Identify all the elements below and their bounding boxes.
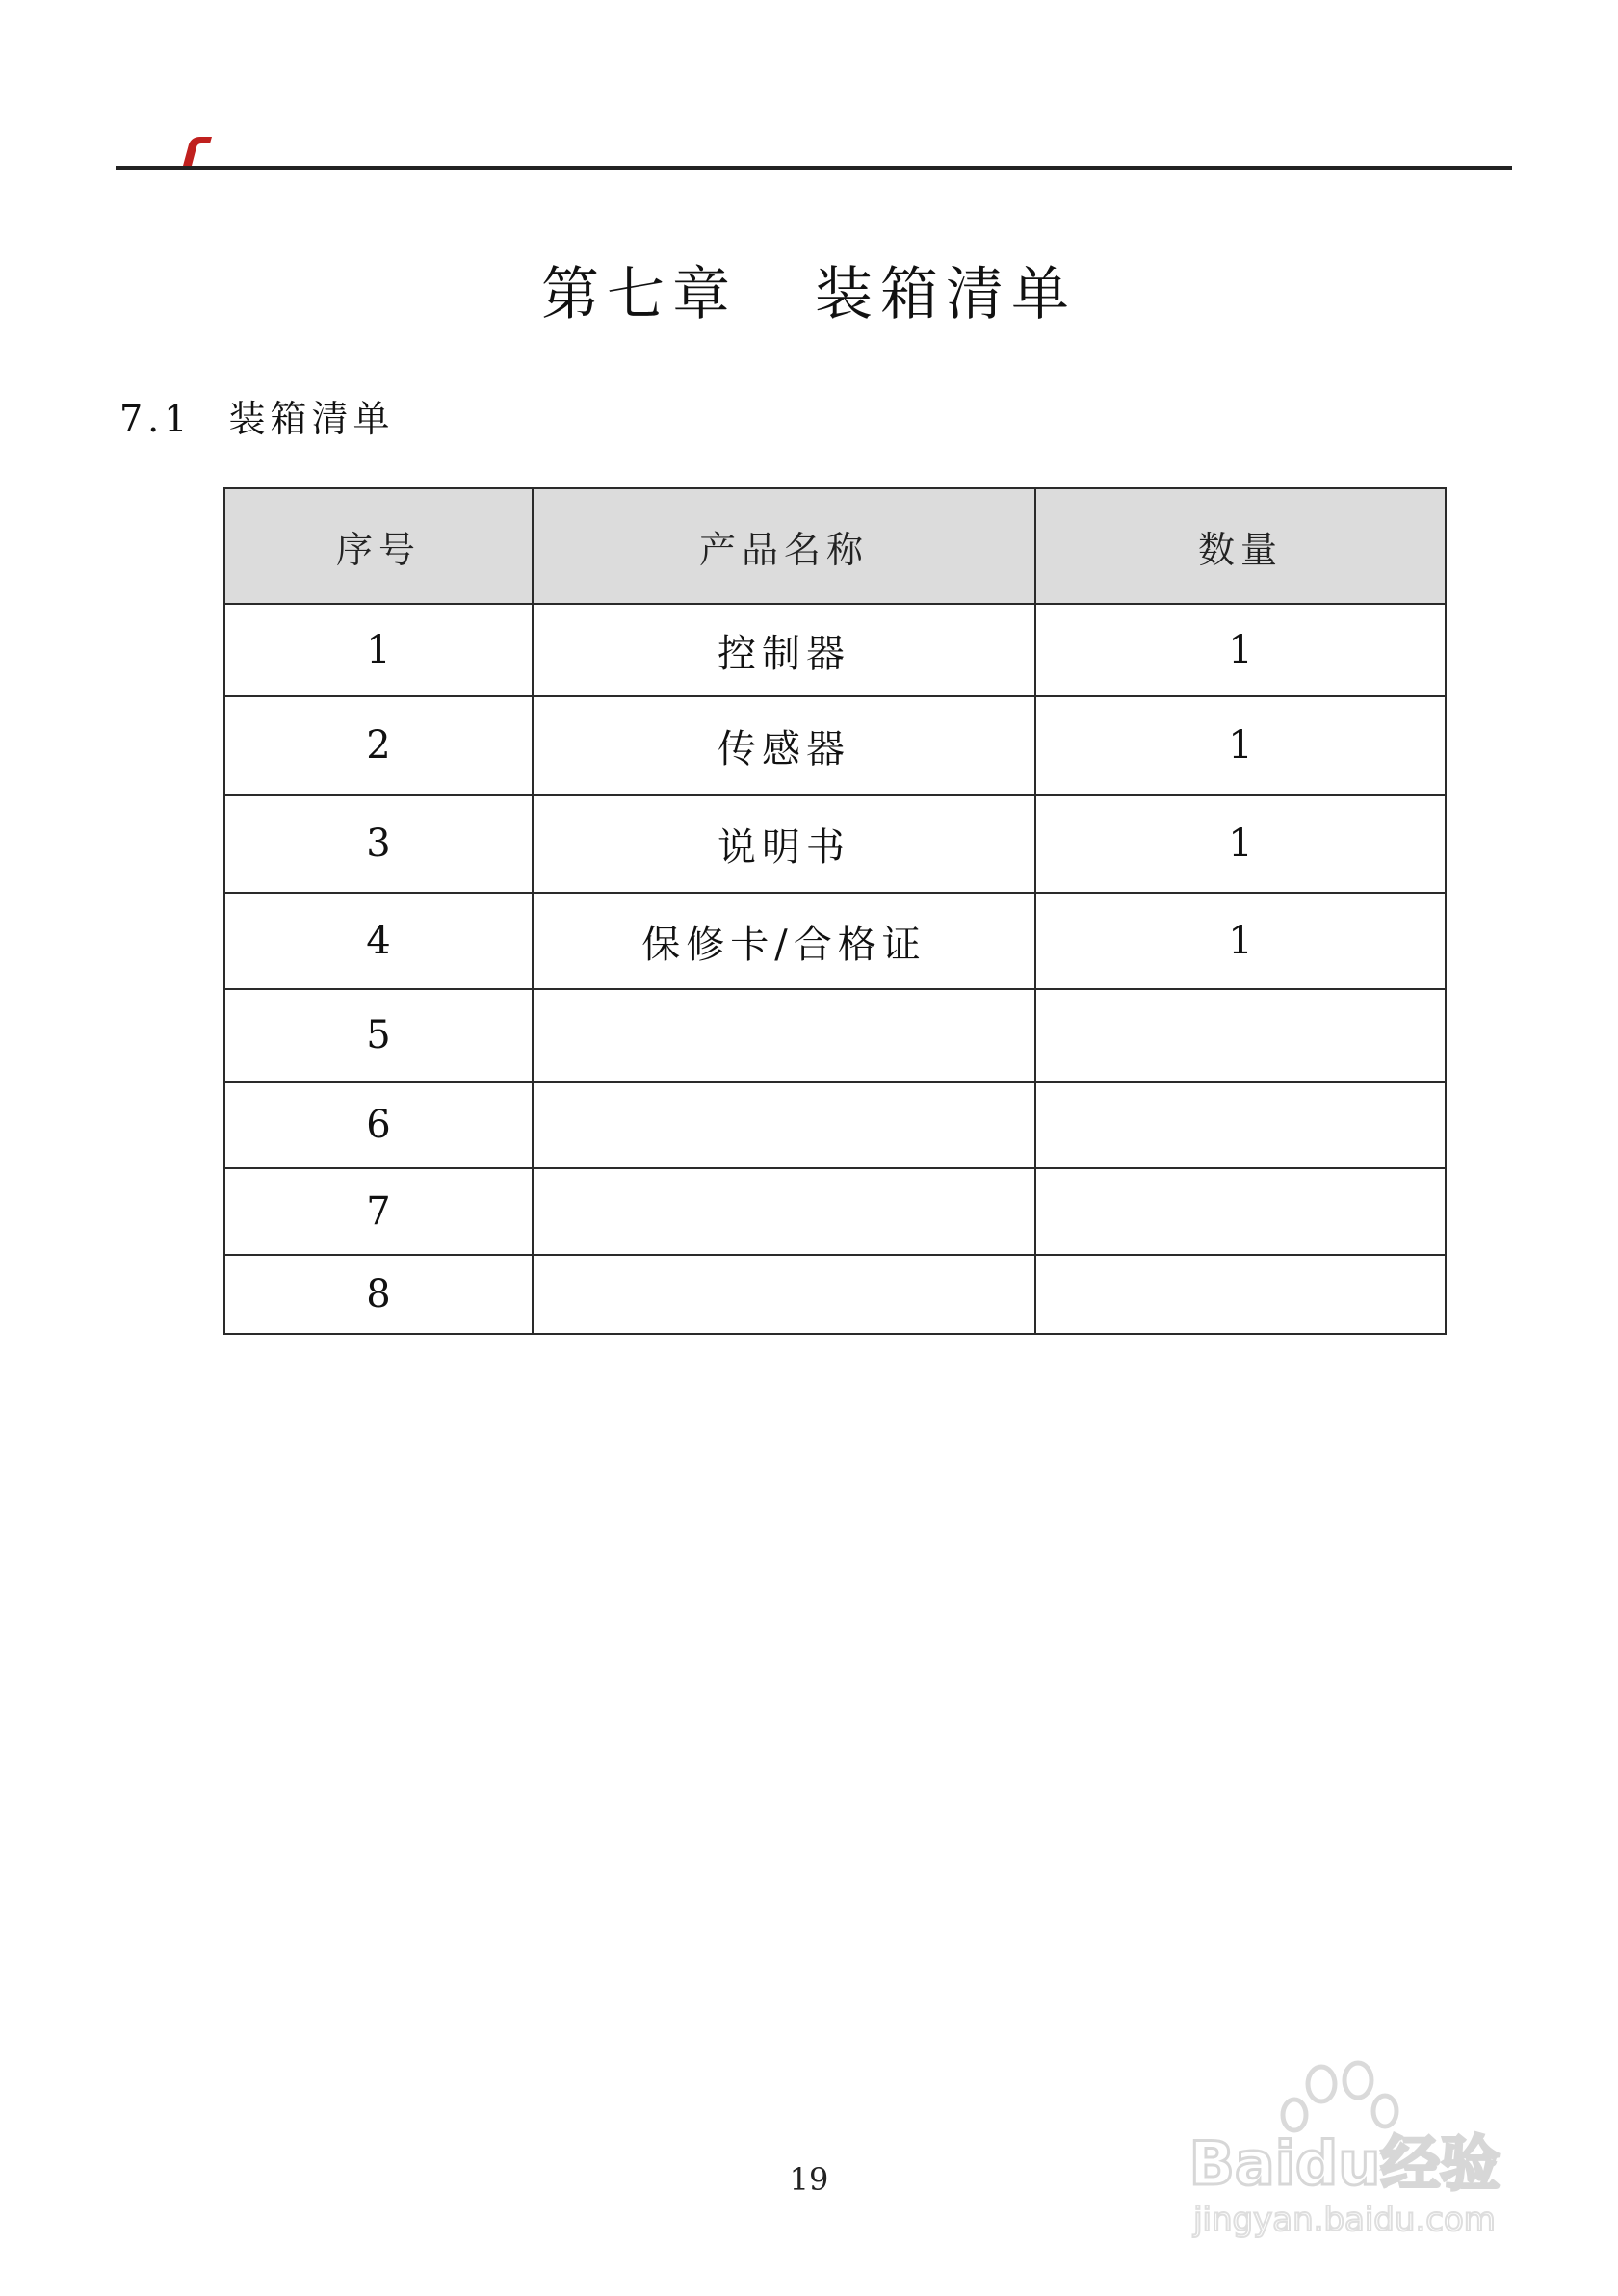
row-quantity: 1	[1035, 604, 1446, 696]
row-index: 6	[224, 1082, 533, 1168]
page-number: 19	[789, 2161, 829, 2198]
row-product-name: 说明书	[533, 795, 1035, 893]
row-quantity	[1035, 1168, 1446, 1255]
row-index: 4	[224, 893, 533, 989]
section-name: 装箱清单	[228, 398, 395, 440]
header-product-name: 产品名称	[533, 488, 1035, 604]
header-rule	[116, 166, 1512, 170]
packing-list-table	[223, 487, 1447, 1335]
table-row	[224, 696, 1446, 795]
row-product-name	[533, 989, 1035, 1082]
section-number: 7.1	[119, 398, 193, 440]
section-heading	[119, 389, 394, 442]
row-quantity: 1	[1035, 696, 1446, 795]
table-header-row	[224, 488, 1446, 604]
watermark-url: jingyan.baidu.com	[1193, 2201, 1496, 2239]
table-row	[224, 893, 1446, 989]
row-product-name: 控制器	[533, 604, 1035, 696]
row-index: 1	[224, 604, 533, 696]
table-row	[224, 989, 1446, 1082]
table-row	[224, 1255, 1446, 1334]
header-index: 序号	[224, 488, 533, 604]
row-index: 3	[224, 795, 533, 893]
chapter-number: 第七章	[541, 261, 738, 328]
chapter-name: 装箱清单	[815, 261, 1077, 328]
table-row	[224, 795, 1446, 893]
row-product-name: 传感器	[533, 696, 1035, 795]
baidu-paw-icon	[1283, 2063, 1396, 2130]
row-product-name	[533, 1255, 1035, 1334]
header-quantity: 数量	[1035, 488, 1446, 604]
row-index: 7	[224, 1168, 533, 1255]
row-quantity	[1035, 1082, 1446, 1168]
row-product-name	[533, 1082, 1035, 1168]
chapter-title	[0, 248, 1618, 331]
table-row	[224, 1082, 1446, 1168]
table-row	[224, 1168, 1446, 1255]
row-index: 8	[224, 1255, 533, 1334]
watermark-brand: Baidu经验	[1188, 2128, 1501, 2199]
row-index: 2	[224, 696, 533, 795]
table-row	[224, 604, 1446, 696]
row-quantity: 1	[1035, 795, 1446, 893]
red-slash-logo-icon	[177, 133, 216, 166]
row-quantity	[1035, 989, 1446, 1082]
baidu-watermark	[1152, 2051, 1537, 2244]
row-quantity: 1	[1035, 893, 1446, 989]
row-index: 5	[224, 989, 533, 1082]
row-quantity	[1035, 1255, 1446, 1334]
row-product-name: 保修卡/合格证	[533, 893, 1035, 989]
row-product-name	[533, 1168, 1035, 1255]
